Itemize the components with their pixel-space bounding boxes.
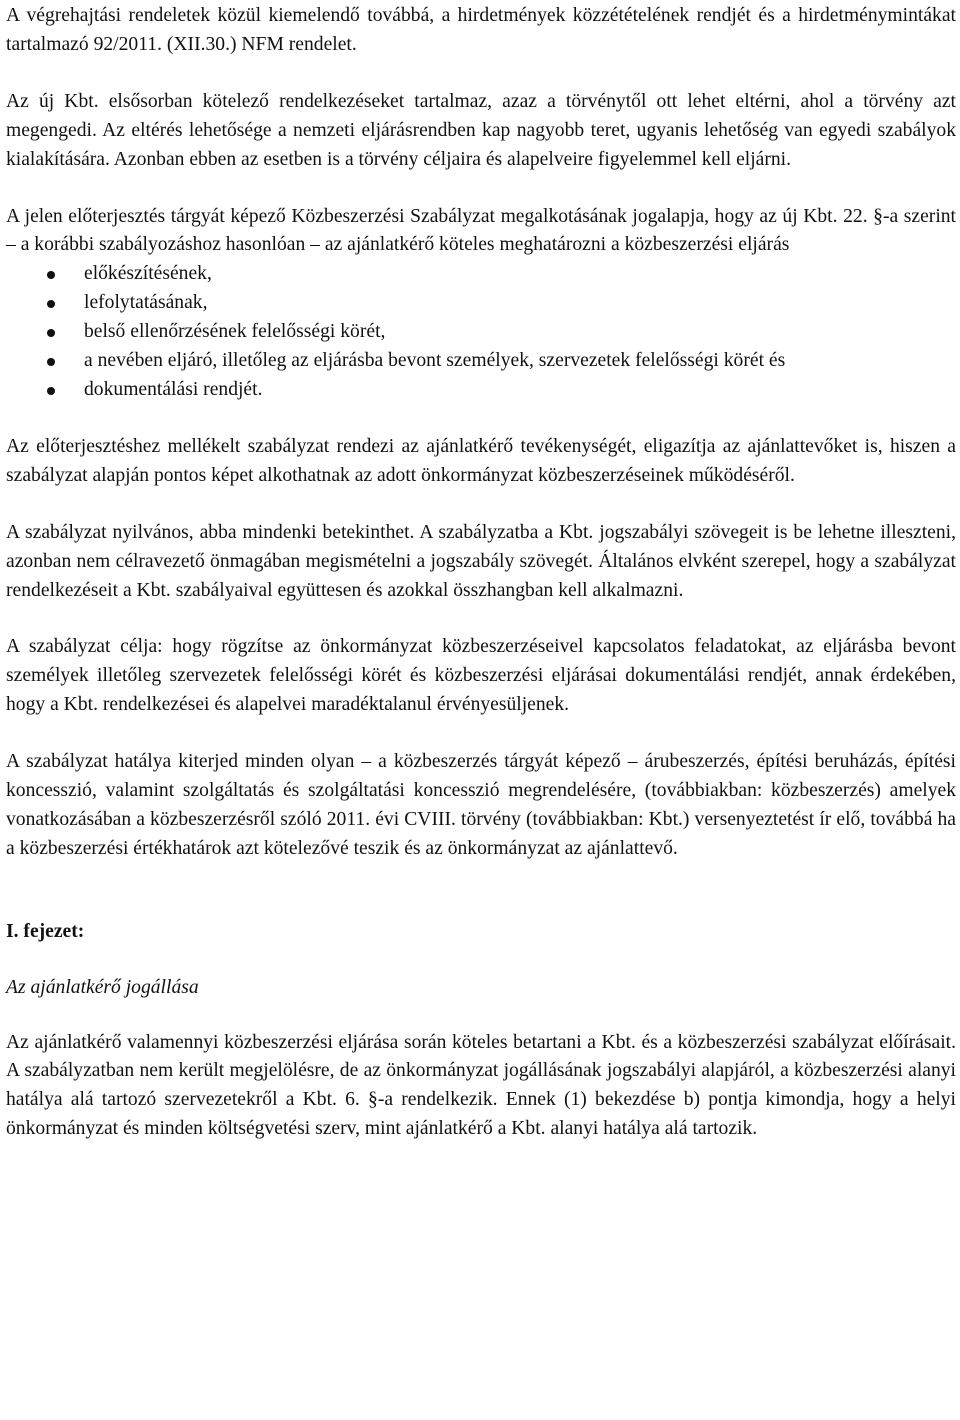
paragraph-public-regulation: A szabályzat nyilvános, abba mindenki betekinthet. A szabályzatba a Kbt. jogszabályi szövegeit is be lehetne illeszteni, azonban nem célravezető önmagában megismételni a jogszabály szövegét. Általános elvként szerepel, hogy a szabályzat rendelkezéseit a Kbt. szabályaival együttesen és azokkal összhangban kell alkalmazni.: [6, 521, 956, 601]
list-item: [6, 318, 956, 347]
list-item-text: lefolytatásának,: [84, 292, 208, 314]
list-item-text: belső ellenőrzésének felelősségi körét,: [84, 321, 386, 343]
list-item: [6, 347, 956, 376]
paragraph-attached-regulation: Az előterjesztéshez mellékelt szabályzat rendezi az ajánlatkérő tevékenységét, eligazítja az ajánlattevőket is, hiszen a szabályzat alapján pontos képet alkothatnak az adott önkormányzat közbeszerzéseinek működéséről.: [6, 435, 956, 486]
bullet-icon: [47, 271, 55, 279]
paragraph-chapter-body: Az ajánlatkérő valamennyi közbeszerzési eljárása során köteles betartani a Kbt. és a közbeszerzési szabályzat előírásait. A szabályzatban nem került megjelölésre, de az önkormányzat jogállásának jogszabályi alapjáról, a közbeszerzési alanyi hatálya alá tartozó szervezetekről a Kbt. 6. §-a rendelkezik. Ennek (1) bekezdése b) pontja kimondja, hogy a helyi önkormányzat és minden költségvetési szerv, mint ajánlatkérő a Kbt. alanyi hatálya alá tartozik.: [6, 1031, 956, 1140]
paragraph-scope: A szabályzat hatálya kiterjed minden olyan – a közbeszerzés tárgyát képező – árubeszerzés, építési beruházás, építési koncesszió, valamint szolgáltatás és szolgáltatási koncesszió megrendelésére, (továbbiakban: közbeszerzés) amelyek vonatkozásában a közbeszerzésről szóló 2011. évi CVIII. törvény (továbbiakban: Kbt.) versenyeztetést ír elő, továbbá ha a közbeszerzési értékhatárok azt kötelezővé teszik és az önkormányzat az ajánlattevő.: [6, 751, 956, 859]
list-item-text: dokumentálási rendjét.: [84, 378, 263, 400]
list-item: [6, 260, 956, 289]
procedure-elements-list: [6, 260, 956, 405]
bullet-icon: [47, 387, 55, 395]
paragraph-new-kbt: Az új Kbt. elsősorban kötelező rendelkezéseket tartalmaz, azaz a törvénytől ott lehet eltérni, ahol a törvény azt megengedi. Az eltérés lehetősége a nemzeti eljárásrendben kap nagyobb teret, ugyanis lehetőség van egyedi szabályok kialakítására. Azonban ebben az esetben is a törvény céljaira és alapelveire figyelemmel kell eljárni.: [6, 90, 956, 170]
document-page: [6, 0, 956, 1144]
list-item-text: a nevében eljáró, illetőleg az eljárásba bevont személyek, szervezetek felelősségi körét és: [84, 350, 786, 372]
bullet-icon: [47, 329, 55, 337]
bullet-icon: [47, 358, 55, 366]
list-item: [6, 289, 956, 318]
chapter-subtitle: Az ajánlatkérő jogállása: [6, 976, 199, 998]
paragraph-purpose: A szabályzat célja: hogy rögzítse az önkormányzat közbeszerzéseivel kapcsolatos feladatokat, az eljárásba bevont személyek illetőleg szervezetek felelősségi körét és közbeszerzési eljárásai dokumentálási rendjét, annak érdekében, hogy a Kbt. rendelkezései és alapelvei maradéktalanul érvényesüljenek.: [6, 636, 956, 716]
list-item-text: előkészítésének,: [84, 263, 212, 285]
list-item: [6, 376, 956, 405]
chapter-heading: I. fejezet:: [6, 920, 85, 942]
bullet-icon: [47, 300, 55, 308]
paragraph-intro: A végrehajtási rendeletek közül kiemelendő továbbá, a hirdetmények közzétételének rendjét és a hirdetménymintákat tartalmazó 92/2011. (XII.30.) NFM rendelet.: [6, 5, 956, 55]
paragraph-legal-basis: A jelen előterjesztés tárgyát képező Közbeszerzési Szabályzat megalkotásának jogalapja, hogy az új Kbt. 22. §-a szerint – a korábbi szabályozáshoz hasonlóan – az ajánlatkérő köteles meghatározni a közbeszerzési eljárás: [6, 205, 956, 256]
